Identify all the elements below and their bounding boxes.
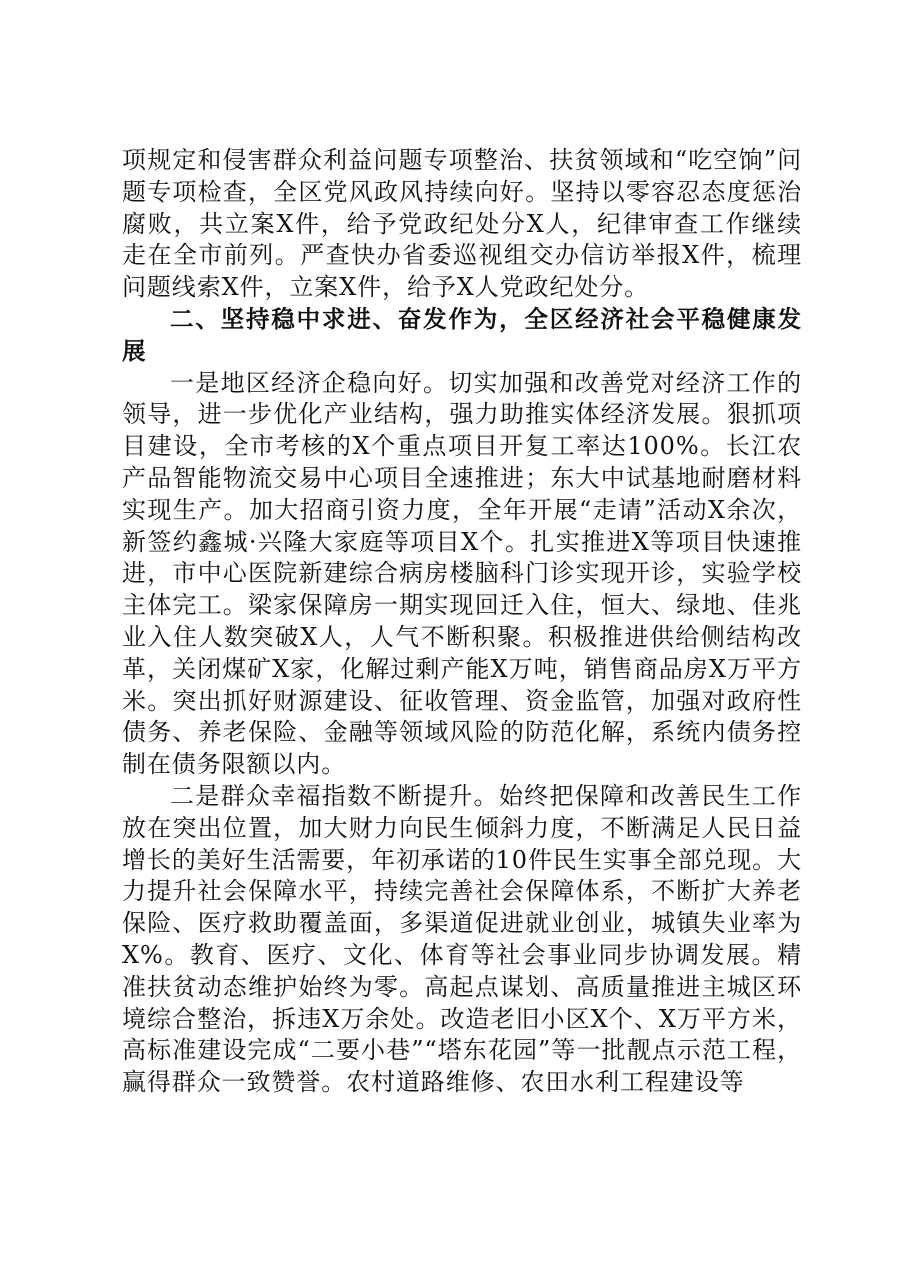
paragraph-economy: 一是地区经济企稳向好。切实加强和改善党对经济工作的领导，进一步优化产业结构，强力助推实体经济发展。狠抓项目建设，全市考核的X个重点项目开复工率达100%。长江农产品智能物流交易中心项目全速推进；东大中试基地耐磨材料实现生产。加大招商引资力度，全年开展“走请”活动X余次，新签约鑫城·兴隆大家庭等项目X个。扎实推进X等项目快速推进，市中心医院新建综合病房楼脑科门诊实现开诊，实验学校主体完工。梁家保障房一期实现回迁入住，恒大、绿地、佳兆业入住人数突破X人，人气不断积聚。积极推进供给侧结构改革，关闭煤矿X家，化解过剩产能X万吨，销售商品房X万平方米。突出抓好财源建设、征收管理、资金监管，加强对政府性债务、养老保险、金融等领域风险的防范化解，系统内债务控制在债务限额以内。 bbox=[122, 368, 802, 779]
document-page bbox=[122, 145, 802, 1099]
paragraph-discipline: 项规定和侵害群众利益问题专项整治、扶贫领域和“吃空饷”问题专项检查，全区党风政风持续向好。坚持以零容忍态度惩治腐败，共立案X件，给予党政纪处分X人，纪律审查工作继续走在全市前列。严查快办省委巡视组交办信访举报X件，梳理问题线索X件，立案X件，给予X人党政纪处分。 bbox=[122, 146, 802, 302]
paragraph-livelihood: 二是群众幸福指数不断提升。始终把保障和改善民生工作放在突出位置，加大财力向民生倾斜力度，不断满足人民日益增长的美好生活需要，年初承诺的10件民生实事全部兑现。大力提升社会保障水平，持续完善社会保障体系，不断扩大养老保险、医疗救助覆盖面，多渠道促进就业创业，城镇失业率为X%。教育、医疗、文化、体育等社会事业同步协调发展。精准扶贫动态维护始终为零。高起点谋划、高质量推进主城区环境综合整治，拆违X万余处。改造老旧小区X个、X万平方米，高标准建设完成“二要小巷”“塔东花园”等一批靓点示范工程，赢得群众一致赞誉。农村道路维修、农田水利工程建设等 bbox=[122, 781, 802, 1097]
section-heading-2: 二、坚持稳中求进、奋发作为，全区经济社会平稳健康发展 bbox=[122, 304, 802, 365]
